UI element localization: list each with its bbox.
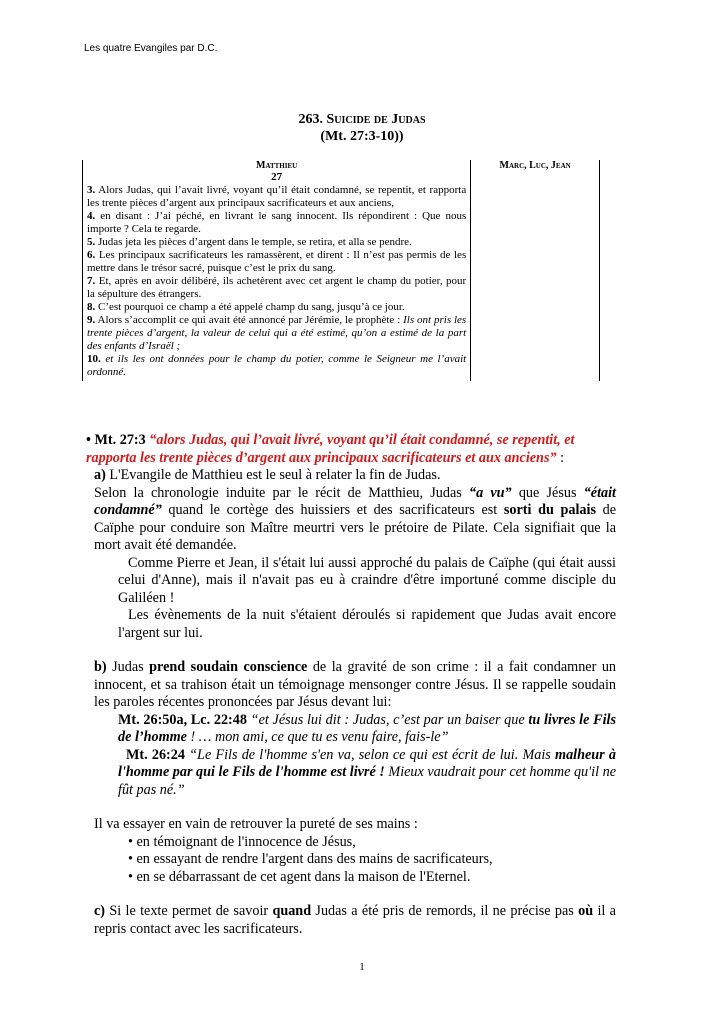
- text: “et Jésus lui dit : Judas, c’est par un baiser que: [246, 711, 529, 728]
- section-title: 263. Suicide de Judas: [298, 112, 426, 127]
- verse-item: [87, 314, 466, 353]
- emphasis-prend-conscience: prend soudain conscience: [149, 659, 308, 675]
- other-gospels-column: [471, 160, 600, 381]
- point-c-label: c): [94, 903, 106, 919]
- emphasis-etait-condamne: “était condamné”: [94, 484, 616, 518]
- text: “Le Fils de l'homme s'en va, selon ce qui est écrit de lui. Mais: [184, 746, 556, 763]
- verse-quote-italic: et ils les ont données pour le champ du potier, comme le Seigneur me l’avait ordonné.: [87, 353, 467, 378]
- paragraph-purity: Il va essayer en vain de retrouver la pureté de ses mains :: [94, 816, 418, 832]
- verse-item: [87, 249, 466, 275]
- verse-list: [87, 184, 466, 379]
- commentary: [86, 432, 616, 938]
- verse-number: 7.: [87, 275, 96, 287]
- text: Si le texte permet de savoir: [105, 903, 273, 919]
- paragraph-events: Les évènements de la nuit s'étaient déroulés si rapidement que Judas avait encore l'argent sur lui.: [118, 607, 616, 641]
- running-header: Les quatre Evangiles par D.C.: [84, 43, 218, 54]
- chapter-number: 27: [271, 171, 283, 183]
- verse-quote-italic: Ils ont pris les trente pièces d’argent, la valeur de celui qui a été estimé, qu’on a estimé de la part des enfants d’Israël ;: [87, 314, 467, 352]
- verse-item: [87, 210, 466, 236]
- verse-item: [87, 184, 466, 210]
- quote1-ref: Mt. 26:50a, Lc. 22:48: [118, 711, 247, 728]
- verse-number: 10.: [87, 353, 101, 365]
- verse-quote: “alors Judas, qui l’avait livré, voyant qu’il était condamné, se repentit, et rapporta les trente pièces d’argent aux principaux sacrificateurs et aux anciens”: [86, 432, 575, 466]
- page-number: 1: [359, 961, 365, 973]
- verse-text: Les principaux sacrificateurs les ramassèrent, et dirent : Il n’est pas permis de les mettre dans le trésor sacré, puisque c’est le prix du sang.: [87, 249, 467, 274]
- section-reference: (Mt. 27:3-10)): [320, 129, 404, 144]
- text: il a repris contact avec les sacrificateurs.: [94, 903, 616, 937]
- quote-mt-26-50: [86, 712, 616, 747]
- synopsis-table: [82, 160, 600, 381]
- emphasis-sorti-du-palais: sorti du palais: [503, 502, 596, 518]
- point-b-label: b): [94, 659, 107, 675]
- verse-number: 9.: [87, 314, 96, 326]
- emphasis-quand: quand: [272, 903, 312, 919]
- paragraph-c: [86, 903, 616, 938]
- emphasis-ou: où: [578, 903, 594, 919]
- text: quand le cortège des huissiers et des sacrificateurs est: [161, 502, 504, 518]
- quote2-ref: Mt. 26:24: [126, 746, 185, 763]
- text: que Jésus: [511, 484, 584, 501]
- verse-number: 8.: [87, 301, 96, 313]
- verse-text: Alors s’accomplit ce qui avait été annoncé par Jérémie, le prophète :: [97, 314, 401, 326]
- emphasis: tu livres le Fils de l’homme: [118, 711, 616, 745]
- paragraph-peter-john: Comme Pierre et Jean, il s'était lui aussi approché du palais de Caïphe (qui était aussi celui d'Anne), mais il n'avait pas eu à craindre d'être importuné comme disciple du Galiléen !: [118, 554, 616, 606]
- text: Judas a été pris de remords, il ne précise pas: [311, 903, 579, 919]
- quote-mt-26-24: [86, 747, 616, 800]
- emphasis-a-vu: “a vu”: [468, 484, 512, 501]
- text: Judas: [106, 659, 150, 675]
- verse-number: 5.: [87, 236, 96, 248]
- bullet-item: • en témoignant de l'innocence de Jésus,: [128, 833, 356, 850]
- text: Selon la chronologie induite par le récit de Matthieu, Judas: [94, 484, 469, 501]
- matthew-column-head: Matthieu: [256, 160, 298, 171]
- verse-item: [87, 275, 466, 301]
- quote-colon: :: [556, 449, 565, 466]
- bullet-item: • en essayant de rendre l'argent dans des mains de sacrificateurs,: [128, 851, 493, 867]
- point-a-text: L'Evangile de Matthieu est le seul à relater la fin de Judas.: [105, 467, 441, 483]
- text: ! … mon ami, ce que tu es venu faire, fais-le”: [186, 729, 449, 745]
- paragraph-chronology: [86, 485, 616, 555]
- bullet-item: • en se débarrassant de cet agent dans la maison de l'Eternel.: [128, 868, 471, 885]
- paragraph-b: [86, 659, 616, 712]
- text: de la gravité de son crime : il a fait condamner un innocent, et sa trahison était un témoignage mensonger contre Jésus. Il se rappelle soudain les paroles récentes prononcées par Jésus devant lui:: [94, 659, 617, 710]
- verse-text: Alors Judas, qui l’avait livré, voyant qu’il était condamné, se repentit, et rapporta les trente pièces d’argent aux principaux sacrificateurs et aux anciens,: [87, 184, 467, 209]
- verse-number: 3.: [87, 184, 96, 196]
- emphasis: malheur à l'homme par qui le Fils de l'homme est livré !: [118, 746, 616, 780]
- verse-item: [87, 301, 466, 314]
- text: Mieux vaudrait pour cet homme qu'il ne fût pas né.”: [118, 764, 616, 798]
- verse-ref: • Mt. 27:3: [86, 432, 146, 448]
- verse-item: [87, 236, 466, 249]
- verse-item: [87, 353, 466, 379]
- verse-number: 6.: [87, 249, 96, 261]
- other-gospels-column-head: Marc, Luc, Jean: [499, 160, 571, 171]
- verse-text: en disant : J’ai péché, en livrant le sang innocent. Ils répondirent : Que nous importe ? Cela te regarde.: [87, 210, 467, 235]
- verse-text: C’est pourquoi ce champ a été appelé champ du sang, jusqu’à ce jour.: [98, 301, 405, 313]
- verse-number: 4.: [87, 210, 96, 222]
- matthew-column: [83, 160, 471, 381]
- point-a-label: a): [94, 467, 106, 483]
- verse-text: Judas jeta les pièces d’argent dans le temple, se retira, et alla se pendre.: [98, 236, 412, 248]
- text: de Caïphe pour conduire son Maître meurtri vers le prétoire de Pilate. Cela signifiait que la mort avait été demandée.: [94, 502, 616, 553]
- verse-text: Et, après en avoir délibéré, ils achetèrent avec cet argent le champ du potier, pour la sépulture des étrangers.: [87, 275, 467, 300]
